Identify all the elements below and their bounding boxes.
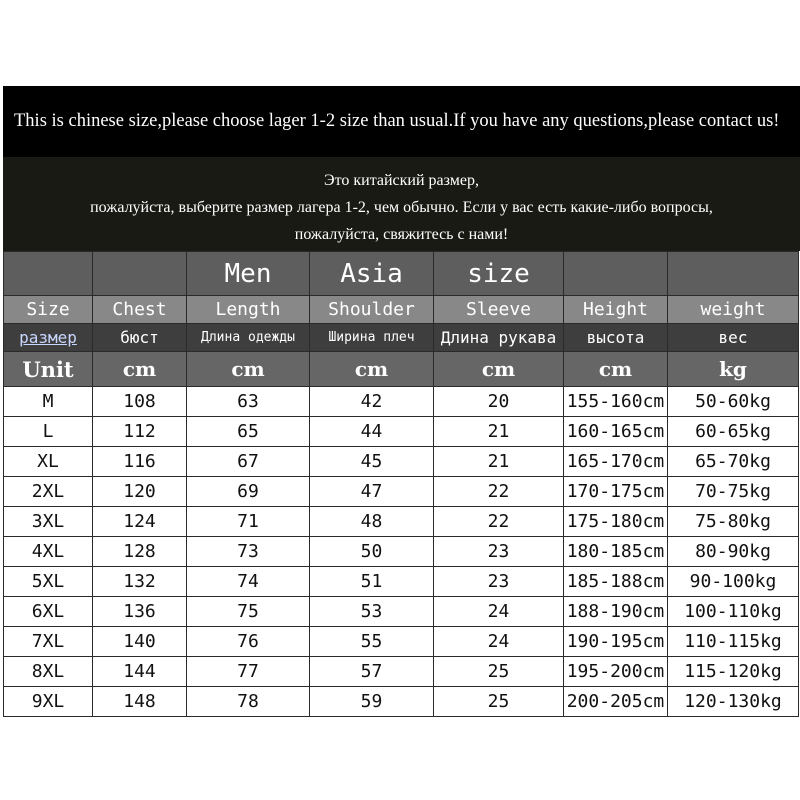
table-row: [4, 597, 799, 627]
table-cell: 50: [310, 537, 434, 567]
table-row: [4, 537, 799, 567]
table-cell: 7XL: [4, 627, 93, 657]
table-cell: 59: [310, 687, 434, 717]
table-cell: 65: [187, 417, 310, 447]
unit-cell: cm: [310, 352, 434, 387]
column-header-shoulder: Shoulder: [310, 296, 434, 324]
table-cell: 77: [187, 657, 310, 687]
russian-notice-line: пожалуйста, выберите размер лагера 1-2, чем обычно. Если у вас есть какие-либо вопросы,: [90, 199, 713, 216]
table-cell: 25: [434, 657, 564, 687]
table-cell: 20: [434, 387, 564, 417]
russian-notice-line: Это китайский размер,: [324, 172, 479, 189]
title-cell-size: size: [434, 252, 564, 296]
table-cell: 8XL: [4, 657, 93, 687]
table-cell: L: [4, 417, 93, 447]
russian-header-weight: вес: [668, 324, 799, 352]
table-cell: 160-165cm: [564, 417, 668, 447]
table-cell: 23: [434, 537, 564, 567]
table-cell: 6XL: [4, 597, 93, 627]
table-cell: 132: [93, 567, 187, 597]
table-cell: 9XL: [4, 687, 93, 717]
unit-label: Unit: [4, 352, 93, 387]
table-cell: 45: [310, 447, 434, 477]
table-cell: 112: [93, 417, 187, 447]
table-cell: 55: [310, 627, 434, 657]
table-cell: 74: [187, 567, 310, 597]
table-cell: 75: [187, 597, 310, 627]
table-cell: 50-60kg: [668, 387, 799, 417]
table-cell: 180-185cm: [564, 537, 668, 567]
table-cell: 165-170cm: [564, 447, 668, 477]
russian-header-height: высота: [564, 324, 668, 352]
russian-header-chest: бюст: [93, 324, 187, 352]
table-cell: 44: [310, 417, 434, 447]
unit-cell: kg: [668, 352, 799, 387]
russian-notice-banner: [3, 157, 800, 251]
size-chart-table: [3, 251, 799, 717]
table-cell: 78: [187, 687, 310, 717]
table-row: [4, 687, 799, 717]
russian-header-row: [4, 324, 799, 352]
title-cell: [4, 252, 93, 296]
table-cell: 188-190cm: [564, 597, 668, 627]
russian-header-sleeve: Длина рукава: [434, 324, 564, 352]
table-cell: 170-175cm: [564, 477, 668, 507]
table-cell: 148: [93, 687, 187, 717]
table-cell: 4XL: [4, 537, 93, 567]
table-cell: 73: [187, 537, 310, 567]
russian-header-size: размер: [4, 324, 93, 352]
unit-cell: cm: [187, 352, 310, 387]
table-cell: 48: [310, 507, 434, 537]
table-cell: 69: [187, 477, 310, 507]
table-row: [4, 477, 799, 507]
table-cell: 70-75kg: [668, 477, 799, 507]
table-cell: 175-180cm: [564, 507, 668, 537]
english-notice-banner: [3, 86, 800, 157]
table-cell: 75-80kg: [668, 507, 799, 537]
russian-header-shoulder: Ширина плеч: [310, 324, 434, 352]
unit-cell: cm: [434, 352, 564, 387]
table-cell: 124: [93, 507, 187, 537]
table-cell: 5XL: [4, 567, 93, 597]
table-cell: XL: [4, 447, 93, 477]
table-cell: 24: [434, 597, 564, 627]
table-cell: 51: [310, 567, 434, 597]
table-cell: 185-188cm: [564, 567, 668, 597]
table-cell: 53: [310, 597, 434, 627]
title-cell-asia: Asia: [310, 252, 434, 296]
title-cell: [564, 252, 668, 296]
table-row: [4, 387, 799, 417]
table-cell: 116: [93, 447, 187, 477]
russian-header-length: Длина одежды: [187, 324, 310, 352]
table-cell: 108: [93, 387, 187, 417]
table-cell: 22: [434, 507, 564, 537]
table-row: [4, 447, 799, 477]
table-cell: 110-115kg: [668, 627, 799, 657]
table-cell: 195-200cm: [564, 657, 668, 687]
table-cell: 76: [187, 627, 310, 657]
table-cell: 136: [93, 597, 187, 627]
column-header-row: [4, 296, 799, 324]
table-cell: 120: [93, 477, 187, 507]
title-row: [4, 252, 799, 296]
title-cell: [668, 252, 799, 296]
table-row: [4, 507, 799, 537]
table-row: [4, 627, 799, 657]
title-cell: [93, 252, 187, 296]
table-cell: 3XL: [4, 507, 93, 537]
size-data-rows: [4, 387, 799, 717]
table-cell: 200-205cm: [564, 687, 668, 717]
table-cell: 115-120kg: [668, 657, 799, 687]
column-header-height: Height: [564, 296, 668, 324]
table-cell: 144: [93, 657, 187, 687]
table-cell: 22: [434, 477, 564, 507]
table-cell: 2XL: [4, 477, 93, 507]
column-header-sleeve: Sleeve: [434, 296, 564, 324]
table-cell: 25: [434, 687, 564, 717]
table-cell: 155-160cm: [564, 387, 668, 417]
table-cell: M: [4, 387, 93, 417]
column-header-size: Size: [4, 296, 93, 324]
table-cell: 80-90kg: [668, 537, 799, 567]
column-header-weight: weight: [668, 296, 799, 324]
table-cell: 24: [434, 627, 564, 657]
russian-notice-line: пожалуйста, свяжитесь с нами!: [294, 226, 509, 243]
table-cell: 21: [434, 447, 564, 477]
table-cell: 100-110kg: [668, 597, 799, 627]
table-cell: 90-100kg: [668, 567, 799, 597]
table-cell: 71: [187, 507, 310, 537]
english-notice-text: This is chinese size,please choose lager 1-2 size than usual.If you have any questions,please contact us!: [14, 111, 780, 131]
unit-cell: cm: [93, 352, 187, 387]
table-cell: 42: [310, 387, 434, 417]
table-cell: 47: [310, 477, 434, 507]
table-cell: 120-130kg: [668, 687, 799, 717]
table-cell: 128: [93, 537, 187, 567]
table-cell: 190-195cm: [564, 627, 668, 657]
table-row: [4, 567, 799, 597]
table-cell: 57: [310, 657, 434, 687]
table-cell: 63: [187, 387, 310, 417]
unit-row: [4, 352, 799, 387]
table-cell: 67: [187, 447, 310, 477]
title-cell-men: Men: [187, 252, 310, 296]
table-cell: 60-65kg: [668, 417, 799, 447]
table-row: [4, 417, 799, 447]
unit-cell: cm: [564, 352, 668, 387]
column-header-chest: Chest: [93, 296, 187, 324]
table-cell: 140: [93, 627, 187, 657]
table-row: [4, 657, 799, 687]
table-cell: 65-70kg: [668, 447, 799, 477]
table-cell: 23: [434, 567, 564, 597]
column-header-length: Length: [187, 296, 310, 324]
table-cell: 21: [434, 417, 564, 447]
